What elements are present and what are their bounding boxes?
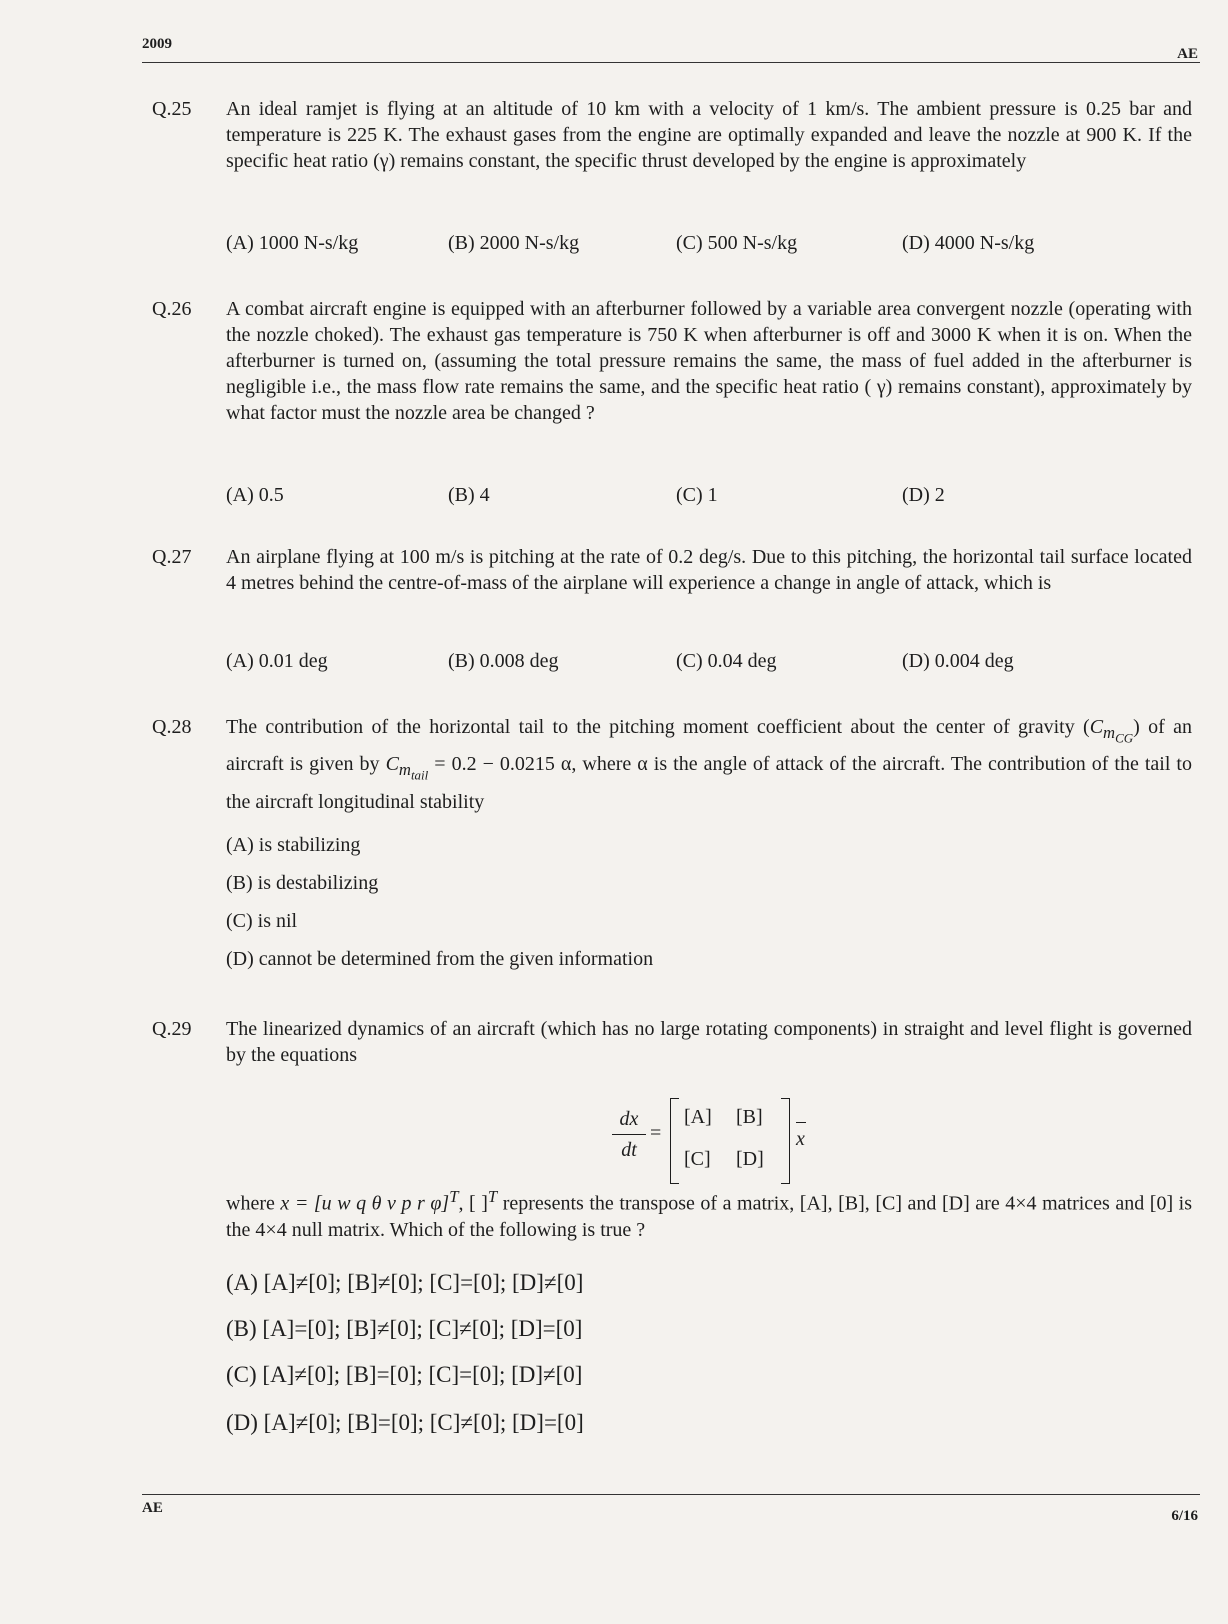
- option-a: (A) 0.01 deg: [226, 650, 328, 672]
- page-number: 6/16: [1171, 1508, 1198, 1524]
- question-number: Q.26: [152, 298, 192, 320]
- question-number: Q.28: [152, 716, 192, 738]
- option-d: (D) 2: [902, 484, 945, 506]
- option-b: (B) 4: [448, 484, 490, 506]
- option-b: (B) 2000 N-s/kg: [448, 232, 580, 254]
- matrix-cell-c: [C]: [684, 1148, 711, 1170]
- derivative-fraction: $\frac{dx}{dt}$: [612, 1106, 646, 1163]
- footer-paper-code: AE: [142, 1500, 163, 1516]
- question-text: The linearized dynamics of an aircraft (which has no large rotating components) in straight and level flight is governed by the equations: [226, 1018, 1192, 1066]
- option-a: (A) 0.5: [226, 484, 284, 506]
- question-number: Q.25: [152, 98, 192, 120]
- question-text: An ideal ramjet is flying at an altitude of 10 km with a velocity of 1 km/s. The ambient pressure is 0.25 bar and temperature is 225 K. The exhaust gases from the engine are optimally expanded and leave the nozzle at 900 K. If the specific heat ratio (γ) remains constant, the specific thrust developed by the engine is approximately: [226, 98, 1192, 172]
- question-text: An airplane flying at 100 m/s is pitching at the rate of 0.2 deg/s. Due to this pitching, the horizontal tail surface located 4 metres behind the centre-of-mass of the airplane will experience a change in angle of attack, which is: [226, 546, 1192, 594]
- question-25: [152, 96, 1192, 254]
- vector-bar: [796, 1122, 806, 1123]
- state-vector: x: [796, 1128, 805, 1150]
- where-clause: where x = [u w q θ v p r φ]$^T$, [ ]$^T$ represents the transpose of a matrix, [A], [B], [C] and [D] are 4×4 matrices and [0] is the 4×4 null matrix. Which of the following is true ?: [226, 1187, 1193, 1241]
- header-year: 2009: [142, 36, 172, 52]
- state-vector-definition: x = [u w q θ v p r φ]: [280, 1192, 450, 1215]
- matrix-cell-d: [D]: [736, 1148, 764, 1170]
- option-a: (A) [A]≠[0]; [B]≠[0]; [C]=[0]; [D]≠[0]: [226, 1270, 584, 1295]
- matrix-cell-a: [A]: [684, 1106, 712, 1128]
- option-c: (C) is nil: [226, 910, 298, 932]
- question-number: Q.27: [152, 546, 192, 568]
- state-space-equation: $\frac{dx}{dt}$ = [A] [B] [C] [D] x: [612, 1098, 832, 1194]
- cm-cg-symbol: $C_{m_{CG}}$: [1089, 716, 1134, 746]
- option-c: (C) 1: [676, 484, 718, 506]
- option-a: (A) is stabilizing: [226, 834, 361, 856]
- option-b: (B) [A]=[0]; [B]≠[0]; [C]≠[0]; [D]=[0]: [226, 1316, 583, 1341]
- tail-equation: = 0.2 − 0.0215 α: [434, 753, 572, 776]
- option-d: (D) [A]≠[0]; [B]=[0]; [C]≠[0]; [D]=[0]: [226, 1410, 584, 1435]
- header-rule: [142, 62, 1200, 63]
- system-matrix: [670, 1098, 790, 1182]
- option-a: (A) 1000 N-s/kg: [226, 232, 359, 254]
- question-text: A combat aircraft engine is equipped with an afterburner followed by a variable area convergent nozzle (operating with the nozzle choked). The exhaust gas temperature is 750 K when afterburner is off and 3000 K when it is on. When the afterburner is turned on, (assuming the total pressure remains the same, the mass of fuel added in the afterburner is negligible i.e., the mass flow rate remains the same, and the specific heat ratio ( γ) remains constant), approximately by what factor must the nozzle area be changed ?: [226, 298, 1192, 424]
- question-number: Q.29: [152, 1018, 192, 1040]
- question-text: The contribution of the horizontal tail to the pitching moment coefficient about the center of gravity $(C_{m_{CG}})$ of an aircraft is given by $C_{m_{tail}} = 0.2 - 0.0215$ α, where α is the angle of attack of the aircraft. The contribution of the tail to the aircraft longitudinal stability: [226, 716, 1192, 813]
- header-paper-code: AE: [1177, 46, 1198, 62]
- option-c: (C) [A]≠[0]; [B]=[0]; [C]=[0]; [D]≠[0]: [226, 1362, 583, 1387]
- option-c: (C) 0.04 deg: [676, 650, 777, 672]
- question-29: [152, 1016, 1193, 1435]
- option-d: (D) 0.004 deg: [902, 650, 1014, 672]
- cm-tail-symbol: $C_{m_{tail}}$: [385, 753, 429, 783]
- matrix-cell-b: [B]: [736, 1106, 763, 1128]
- question-27: [152, 544, 1192, 672]
- option-b: (B) 0.008 deg: [448, 650, 559, 672]
- footer-rule: [142, 1494, 1200, 1495]
- option-d: (D) 4000 N-s/kg: [902, 232, 1035, 254]
- question-28: [152, 714, 1192, 970]
- option-c: (C) 500 N-s/kg: [676, 232, 798, 254]
- option-d: (D) cannot be determined from the given information: [226, 948, 654, 970]
- question-26: [152, 296, 1192, 506]
- option-b: (B) is destabilizing: [226, 872, 379, 894]
